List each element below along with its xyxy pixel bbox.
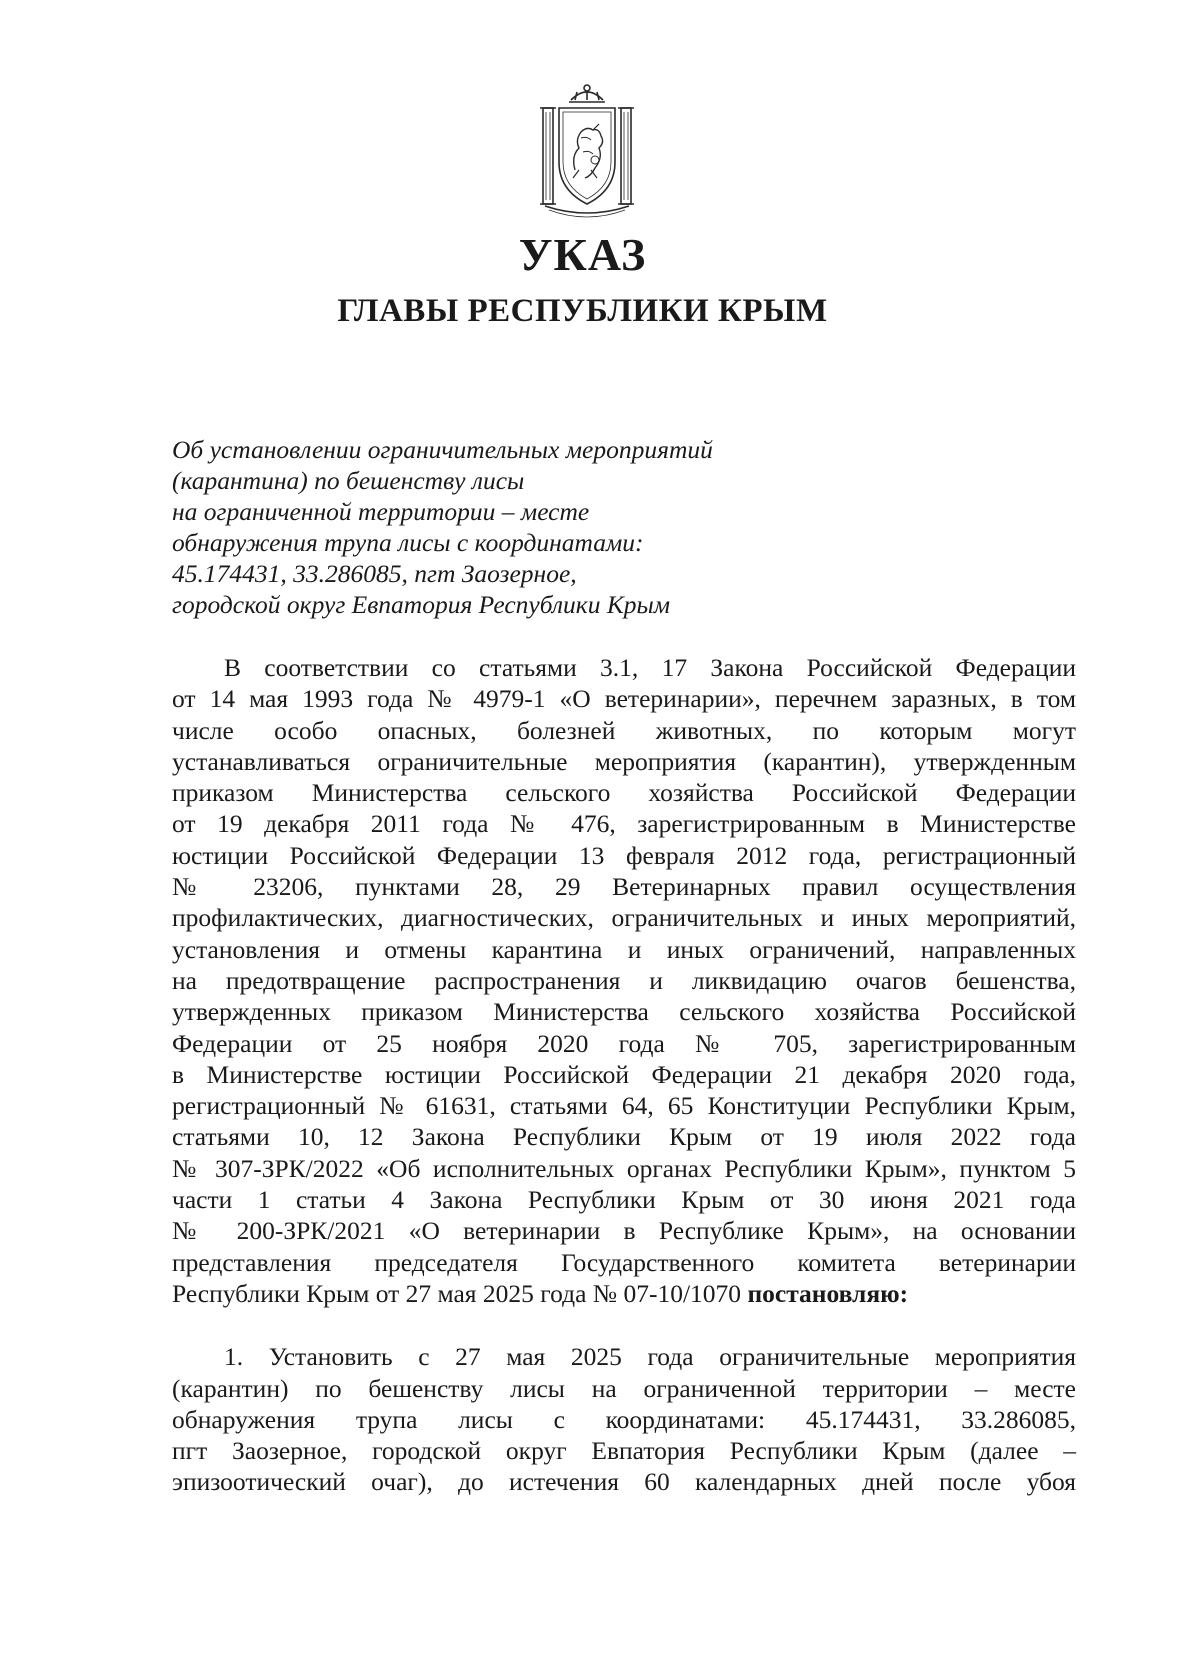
text-line: эпизоотический очаг), до истечения 60 календарных дней после убоя bbox=[172, 1467, 1076, 1497]
text-line-content: Республики Крым от 27 мая 2025 года № 07-10/1070 bbox=[172, 1278, 742, 1308]
heading-line: Об установлении ограничительных мероприятий bbox=[172, 435, 713, 464]
text-line: от 19 декабря 2011 года № 476, зарегистрированным в Министерстве bbox=[172, 809, 1076, 839]
text-line: числе особо опасных, болезней животных, по которым могут bbox=[172, 715, 1076, 745]
preamble-paragraph bbox=[172, 652, 1076, 1309]
text-line: Федерации от 25 ноября 2020 года № 705, зарегистрированным bbox=[172, 1028, 1076, 1058]
text-line: от 14 мая 1993 года № 4979-1 «О ветеринарии», перечнем заразных, в том bbox=[172, 684, 1076, 714]
text-line: части 1 статьи 4 Закона Республики Крым от 30 июня 2021 года bbox=[172, 1185, 1076, 1215]
clause-1-paragraph bbox=[172, 1341, 1076, 1497]
text-line: установления и отмены карантина и иных ограничений, направленных bbox=[172, 934, 1076, 964]
document-heading bbox=[172, 434, 792, 620]
heading-line: городской округ Евпатория Республики Крым bbox=[172, 590, 671, 619]
text-line: (карантин) по бешенству лисы на ограниченной территории – месте bbox=[172, 1373, 1076, 1403]
text-line: 1. Установить с 27 мая 2025 года ограничительные мероприятия bbox=[224, 1342, 1076, 1372]
text-line: обнаружения трупа лисы с координатами: 45.174431, 33.286085, bbox=[172, 1404, 1076, 1434]
text-line: № 200-ЗРК/2021 «О ветеринарии в Республике Крым», на основании bbox=[172, 1216, 1076, 1246]
text-line: пгт Заозерное, городской округ Евпатория Республики Крым (далее – bbox=[172, 1436, 1076, 1466]
text-line: В соответствии со статьями 3.1, 17 Закона Российской Федерации bbox=[224, 653, 1076, 682]
text-line: на предотвращение распространения и ликвидацию очагов бешенства, bbox=[172, 965, 1076, 995]
paragraph-gap bbox=[172, 1309, 1076, 1341]
text-line: в Министерстве юстиции Российской Федерации 21 декабря 2020 года, bbox=[172, 1059, 1076, 1089]
heading-line: на ограниченной территории – месте bbox=[172, 497, 590, 526]
text-line: № 307-ЗРК/2022 «Об исполнительных органах Республики Крым», пунктом 5 bbox=[172, 1153, 1076, 1183]
document-subtitle: ГЛАВЫ РЕСПУБЛИКИ КРЫМ bbox=[337, 293, 828, 329]
text-line: представления председателя Государственного комитета ветеринарии bbox=[172, 1247, 1076, 1277]
text-line: утвержденных приказом Министерства сельского хозяйства Российской bbox=[172, 997, 1076, 1027]
text-line-final bbox=[172, 1278, 1076, 1309]
crimea-coat-of-arms-icon bbox=[535, 78, 639, 218]
document-title: УКАЗ bbox=[518, 229, 647, 280]
text-line: статьями 10, 12 Закона Республики Крым от 19 июля 2022 года bbox=[172, 1122, 1076, 1152]
text-line: приказом Министерства сельского хозяйства Российской Федерации bbox=[172, 778, 1076, 808]
heading-line: (карантина) по бешенству лисы bbox=[172, 466, 525, 495]
text-line: № 23206, пунктами 28, 29 Ветеринарных правил осуществления bbox=[172, 872, 1076, 902]
text-line: профилактических, диагностических, ограничительных и иных мероприятий, bbox=[172, 903, 1076, 933]
text-line: устанавливаться ограничительные мероприятия (карантин), утвержденным bbox=[172, 746, 1076, 776]
text-line: регистрационный № 61631, статьями 64, 65 Конституции Республики Крым, bbox=[172, 1091, 1076, 1121]
decree-word: постановляю: bbox=[747, 1278, 909, 1308]
heading-line: 45.174431, 33.286085, пгт Заозерное, bbox=[172, 559, 577, 588]
text-line: юстиции Российской Федерации 13 февраля 2012 года, регистрационный bbox=[172, 840, 1076, 870]
heading-line: обнаружения трупа лисы с координатами: bbox=[172, 528, 644, 557]
document-body bbox=[172, 652, 1076, 1498]
